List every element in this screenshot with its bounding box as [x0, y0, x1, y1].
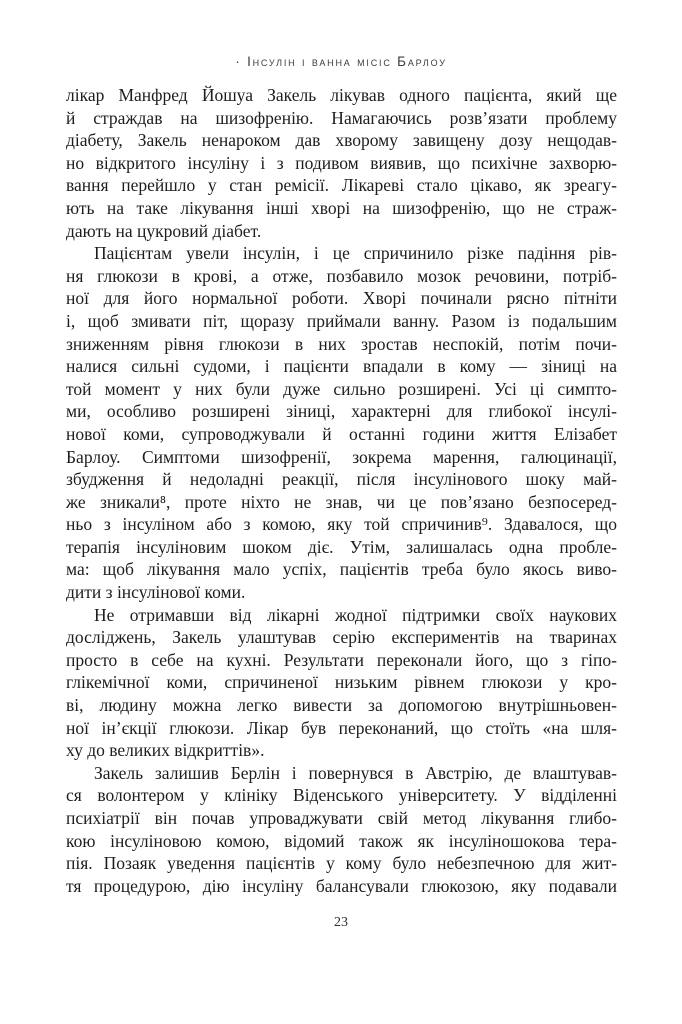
text-line: нової коми, супроводжували й останні години життя Елізабет [66, 423, 617, 444]
text-line: той момент у них були дуже сильно розширені. Усі ці симпто- [66, 378, 617, 399]
text-line: збудження й недоладні реакції, після інсулінового шоку май- [66, 469, 617, 490]
text-line: й страждав на шизофренію. Намагаючись розв’язати проблему [66, 107, 617, 128]
text-line: ху до великих відкриттів». [66, 740, 265, 761]
text-line: дити з інсулінової коми. [66, 582, 246, 603]
text-line: пія. Позаяк уведення пацієнтів у кому було небезпечною для жит- [66, 853, 617, 874]
text-line: просто в себе на кухні. Результати переконали його, що з гіпо- [66, 649, 617, 670]
text-line: глікемічної коми, спричиненої низьким рівнем глюкози у кро- [66, 672, 617, 693]
text-line: ня глюкози в крові, а отже, позбавило мозок речовини, потріб- [66, 265, 617, 286]
text-line: Не отримавши від лікарні жодної підтримки своїх наукових [94, 604, 617, 625]
text-line: Пацієнтам увели інсулін, і це спричинило різке падіння рів- [94, 243, 617, 264]
paragraph [66, 762, 617, 898]
text-line: ми, особливо розширені зіниці, характерні для глибокої інсулі- [66, 401, 617, 422]
paragraph [66, 84, 617, 242]
paragraph [66, 242, 617, 604]
text-line: і, щоб змивати піт, щоразу приймали ванну. Разом із подальшим [66, 310, 617, 331]
running-header: · Інсулін і ванна місіс Барлоу [235, 54, 447, 69]
text-line: лікар Манфред Йошуа Закель лікував одного пацієнта, який ще [66, 85, 617, 105]
text-line: тя процедурою, дію інсуліну балансували глюкозою, яку подавали [66, 875, 617, 896]
text-line: ві, людину можна легко вивести за допомогою внутрішньовен- [66, 695, 617, 716]
body-text [66, 84, 617, 897]
page-number: 23 [334, 915, 348, 930]
paragraph [66, 604, 617, 762]
text-line: ної для його нормальної роботи. Хворі починали рясно пітніти [66, 288, 617, 309]
text-line: дають на цукровий діабет. [66, 220, 262, 241]
text-line: налися сильні судоми, і пацієнти впадали в кому — зіниці на [66, 356, 617, 377]
text-line: ньо з інсуліном або з комою, яку той спричинив⁹. Здавалося, що [66, 514, 617, 535]
text-line: вання перейшло у стан ремісії. Лікареві стало цікаво, як зреагу- [66, 175, 617, 196]
text-line: же зникали⁸, проте ніхто не знав, чи це пов’язано безпосеред- [66, 491, 617, 512]
text-line: Закель залишив Берлін і повернувся в Австрію, де влаштував- [94, 762, 617, 783]
text-line: зниженням рівня глюкози в них зростав неспокій, потім почи- [66, 333, 617, 354]
text-line: діабету, Закель ненароком дав хворому завищену дозу нещодав- [66, 130, 617, 151]
text-line: ють на таке лікування інші хворі на шизофренію, що не страж- [66, 197, 617, 218]
text-line: ма: щоб лікування мало успіх, пацієнтів треба було якось виво- [66, 559, 617, 580]
text-line: ся волонтером у клініку Віденського університету. У відділенні [66, 785, 617, 806]
text-line: психіатрії він почав упроваджувати свій метод лікування глибо- [66, 808, 617, 828]
text-line: кою інсуліновою комою, відомий також як інсуліношокова тера- [66, 830, 617, 851]
text-line: но відкритого інсуліну і з подивом виявив, що психічне захворю- [66, 152, 617, 173]
text-line: терапія інсуліновим шоком діє. Утім, залишалась одна пробле- [66, 536, 617, 557]
text-line: досліджень, Закель улаштував серію експериментів на тваринах [66, 627, 617, 648]
text-line: Барлоу. Симптоми шизофренії, зокрема марення, галюцинації, [66, 446, 617, 467]
text-line: ної ін’єкції глюкози. Лікар був переконаний, що стоїть «на шля- [66, 717, 617, 738]
